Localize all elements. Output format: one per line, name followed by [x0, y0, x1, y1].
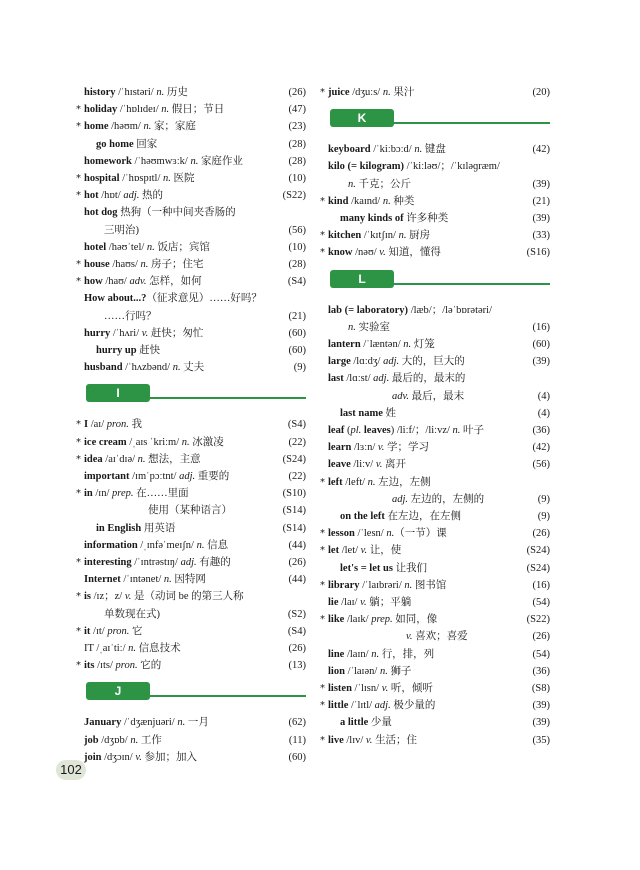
glossary-entry	[84, 239, 306, 256]
entry-page-ref: (10)	[288, 173, 306, 184]
glossary-entry	[328, 353, 550, 370]
glossary-entry	[84, 468, 306, 485]
entry-text: house /haʊs/ n. 房子；住宅	[84, 259, 204, 270]
entry-text: little /ˈlɪtl/ adj. 极少量的	[328, 700, 436, 712]
entry-page-ref: (S2)	[287, 608, 306, 620]
glossary-entry	[76, 554, 306, 571]
entry-text: on the left 在左边，在左侧	[340, 511, 462, 522]
entry-page-ref: (9)	[293, 362, 306, 374]
entry-text: kind /kaɪnd/ n. 种类	[328, 195, 415, 207]
glossary-entry	[76, 451, 306, 468]
entry-page-ref: (60)	[532, 339, 550, 350]
entry-page-ref: (62)	[288, 717, 306, 729]
glossary-entry	[320, 193, 550, 210]
entry-text: January /ˈdʒænjuəri/ n. 一月	[84, 717, 209, 729]
entry-text: its /ɪts/ pron. 它的	[84, 660, 162, 672]
glossary-entry	[76, 416, 306, 433]
entry-text: line /laɪn/ n. 行，排，列	[328, 648, 435, 660]
entry-page-ref: (21)	[288, 310, 306, 322]
entry-text: n. 实验室	[348, 321, 390, 333]
glossary-entry	[328, 370, 550, 387]
entry-text: 使用（某种语言）	[148, 505, 232, 517]
required-word-marker: *	[76, 276, 81, 288]
required-word-marker: *	[320, 579, 325, 591]
entry-text: ……行吗？	[104, 310, 157, 322]
glossary-entry	[320, 680, 550, 697]
required-word-marker: *	[320, 545, 325, 557]
entry-page-ref: (S4)	[287, 419, 306, 431]
entry-text: leaf (pl. leaves) /liːf/；/liːvz/ n. 叶子	[328, 425, 485, 436]
section-rule	[394, 283, 550, 285]
glossary-entry	[84, 606, 306, 623]
required-word-marker: *	[76, 660, 81, 672]
entry-page-ref: (39)	[532, 178, 550, 190]
entry-page-ref: (10)	[288, 241, 306, 253]
entry-page-ref: (39)	[532, 356, 550, 368]
required-word-marker: *	[320, 734, 325, 746]
entry-text: 单数现在式)	[104, 608, 160, 620]
glossary-entry	[328, 336, 550, 353]
entry-page-ref: (22)	[288, 436, 306, 448]
entry-page-ref: (21)	[532, 195, 550, 207]
glossary-entry	[320, 577, 550, 594]
glossary-entry	[76, 434, 306, 451]
section-rule	[150, 397, 306, 399]
entry-page-ref: (S24)	[282, 453, 306, 465]
entry-page-ref: (39)	[532, 700, 550, 712]
entry-text: hot dog 热狗（一种中间夹香肠的	[84, 207, 236, 219]
required-word-marker: *	[320, 195, 325, 207]
glossary-entry	[320, 542, 550, 559]
entry-text: go home 回家	[96, 138, 158, 150]
entry-page-ref: (16)	[532, 321, 550, 333]
entry-text: a little 少量	[340, 717, 392, 729]
glossary-entry	[76, 187, 306, 204]
glossary-entry	[84, 732, 306, 749]
glossary-entry	[328, 141, 550, 158]
section-letter: K	[330, 109, 394, 127]
glossary-entry	[76, 256, 306, 273]
glossary-entry	[76, 623, 306, 640]
entry-text: in English 用英语	[96, 522, 176, 534]
entry-page-ref: (28)	[288, 138, 306, 150]
entry-page-ref: (S14)	[282, 522, 306, 534]
entry-text: hurry up 赶快	[96, 345, 161, 356]
required-word-marker: *	[320, 247, 325, 259]
entry-page-ref: (S10)	[282, 488, 306, 500]
required-word-marker: *	[320, 476, 325, 488]
glossary-entry	[320, 474, 550, 491]
entry-page-ref: (33)	[532, 230, 550, 242]
required-word-marker: *	[320, 230, 325, 242]
entry-page-ref: (28)	[288, 259, 306, 270]
glossary-entry	[320, 244, 550, 261]
entry-page-ref: (S24)	[526, 545, 550, 557]
required-word-marker: *	[320, 614, 325, 626]
glossary-entry	[328, 560, 550, 577]
glossary-entry	[328, 628, 550, 645]
glossary-entry	[84, 153, 306, 170]
glossary-entry	[76, 170, 306, 187]
glossary-entry	[328, 663, 550, 680]
entry-text: adj. 左边的，左侧的	[392, 493, 485, 505]
entry-page-ref: (S8)	[531, 683, 550, 694]
entry-page-ref: (26)	[288, 87, 306, 98]
entry-text: 三明治)	[104, 224, 139, 236]
entry-page-ref: (26)	[288, 643, 306, 654]
entry-page-ref: (S22)	[526, 614, 550, 626]
glossary-entry	[84, 714, 306, 731]
glossary-entry	[84, 571, 306, 588]
entry-text: kilo (= kilogram) /ˈkiːləʊ/；/ˈkɪləɡræm/	[328, 161, 500, 173]
entry-text: like /laɪk/ prep. 如同，像	[328, 614, 438, 626]
entry-page-ref: (S14)	[282, 505, 306, 517]
entry-text: live /lɪv/ v. 生活；住	[328, 734, 418, 746]
glossary-entry	[328, 210, 550, 227]
glossary-entry	[328, 422, 550, 439]
glossary-entry	[84, 222, 306, 239]
glossary-entry	[84, 640, 306, 657]
entry-text: last name 姓	[340, 407, 396, 419]
entry-text: hurry /ˈhʌri/ v. 赶快；匆忙	[84, 327, 204, 339]
entry-text: lab (= laboratory) /læb/；/ləˈbɒrətəri/	[328, 304, 492, 316]
glossary-entry	[76, 273, 306, 290]
entry-page-ref: (9)	[537, 511, 550, 522]
required-word-marker: *	[76, 121, 81, 133]
entry-text: large /lɑːdʒ/ adj. 大的，巨大的	[328, 356, 465, 368]
entry-page-ref: (11)	[288, 734, 306, 746]
glossary-entry	[328, 508, 550, 525]
entry-page-ref: (39)	[532, 213, 550, 224]
glossary-entry	[328, 456, 550, 473]
glossary-entry	[328, 302, 550, 319]
entry-text: information /ˌɪnfəˈmeɪʃn/ n. 信息	[84, 539, 229, 551]
entry-page-ref: (23)	[288, 121, 306, 133]
entry-text: IT /ˌaɪˈtiː/ n. 信息技术	[84, 643, 181, 654]
entry-page-ref: (35)	[532, 734, 550, 746]
glossary-entry	[320, 732, 550, 749]
entry-text: How about...?（征求意见）……好吗？	[84, 293, 262, 305]
required-word-marker: *	[320, 87, 325, 98]
entry-page-ref: (20)	[532, 87, 550, 98]
entry-text: interesting /ˈɪntrəstɪŋ/ adj. 有趣的	[84, 557, 231, 568]
glossary-entry	[320, 227, 550, 244]
glossary-entry	[84, 136, 306, 153]
glossary-entry	[76, 588, 306, 605]
required-word-marker: *	[76, 190, 81, 202]
glossary-entry	[328, 594, 550, 611]
glossary-entry	[328, 158, 550, 175]
entry-text: many kinds of 许多种类	[340, 213, 449, 224]
entry-text: husband /ˈhʌzbənd/ n. 丈夫	[84, 362, 205, 374]
glossary-entry	[320, 611, 550, 628]
entry-text: idea /aɪˈdɪə/ n. 想法，主意	[84, 453, 201, 465]
entry-text: kitchen /ˈkɪtʃɪn/ n. 厨房	[328, 230, 431, 242]
entry-text: last /lɑːst/ adj. 最后的，最末的	[328, 373, 466, 385]
glossary-entry	[328, 714, 550, 731]
glossary-entry	[76, 657, 306, 674]
entry-page-ref: (60)	[288, 327, 306, 339]
entry-text: is /ɪz；z/ v. 是（动词 be 的第三人称	[84, 591, 244, 603]
entry-page-ref: (56)	[288, 224, 306, 236]
required-word-marker: *	[76, 173, 81, 184]
entry-page-ref: (16)	[532, 579, 550, 591]
entry-page-ref: (S4)	[287, 625, 306, 637]
section-letter: J	[86, 682, 150, 700]
glossary-entry	[328, 646, 550, 663]
entry-text: how /haʊ/ adv. 怎样，如何	[84, 276, 202, 288]
entry-text: library /ˈlaɪbrəri/ n. 图书馆	[328, 579, 447, 591]
glossary-entry	[320, 525, 550, 542]
glossary-entry	[84, 84, 306, 101]
entry-page-ref: (26)	[532, 528, 550, 540]
entry-page-ref: (S24)	[526, 562, 550, 574]
entry-text: history /ˈhɪstəri/ n. 历史	[84, 87, 188, 98]
entry-text: hot /hɒt/ adj. 热的	[84, 190, 164, 202]
entry-page-ref: (42)	[532, 442, 550, 454]
entry-text: left /left/ n. 左边，左侧	[328, 476, 431, 488]
entry-page-ref: (60)	[288, 345, 306, 356]
entry-text: job /dʒɒb/ n. 工作	[84, 734, 162, 746]
entry-page-ref: (13)	[288, 660, 306, 672]
section-header-l	[328, 270, 550, 292]
required-word-marker: *	[320, 528, 325, 540]
entry-text: listen /ˈlɪsn/ v. 听，倾听	[328, 683, 433, 694]
entry-page-ref: (36)	[532, 425, 550, 436]
page-number: 102	[56, 760, 86, 780]
entry-text: lion /ˈlaɪən/ n. 狮子	[328, 665, 412, 677]
entry-text: adv. 最后，最末	[392, 390, 465, 402]
entry-page-ref: (60)	[288, 751, 306, 763]
required-word-marker: *	[76, 104, 81, 116]
entry-text: important /ɪmˈpɔːtnt/ adj. 重要的	[84, 471, 230, 482]
glossary-entry	[76, 101, 306, 118]
entry-text: n. 千克；公斤	[348, 178, 411, 190]
entry-page-ref: (47)	[288, 104, 306, 116]
entry-page-ref: (54)	[532, 648, 550, 660]
glossary-entry	[84, 325, 306, 342]
section-header-k	[328, 109, 550, 131]
entry-text: leave /liːv/ v. 离开	[328, 459, 406, 471]
glossary-entry	[84, 749, 306, 766]
glossary-entry	[328, 439, 550, 456]
entry-text: know /nəʊ/ v. 知道，懂得	[328, 247, 441, 259]
entry-text: ice cream /ˌaɪs ˈkriːm/ n. 冰激凌	[84, 436, 224, 448]
required-word-marker: *	[76, 591, 81, 603]
glossary-entry	[328, 491, 550, 508]
required-word-marker: *	[76, 625, 81, 637]
glossary-entry	[84, 204, 306, 221]
section-rule	[150, 695, 306, 697]
glossary-entry	[328, 319, 550, 336]
glossary-entry	[76, 118, 306, 135]
required-word-marker: *	[76, 419, 81, 431]
entry-text: Internet /ˈɪntənet/ n. 因特网	[84, 574, 206, 586]
entry-text: keyboard /ˈkiːbɔːd/ n. 键盘	[328, 144, 446, 156]
entry-page-ref: (42)	[532, 144, 550, 156]
entry-text: hotel /həʊˈtel/ n. 饭店；宾馆	[84, 241, 210, 253]
entry-text: hospital /ˈhɒspɪtl/ n. 医院	[84, 173, 195, 184]
required-word-marker: *	[320, 683, 325, 694]
required-word-marker: *	[76, 557, 81, 568]
entry-page-ref: (54)	[532, 597, 550, 608]
entry-page-ref: (44)	[288, 539, 306, 551]
glossary-entry	[84, 308, 306, 325]
entry-text: v. 喜欢；喜爱	[406, 631, 468, 643]
glossary-entry	[328, 176, 550, 193]
glossary-entry	[328, 388, 550, 405]
entry-text: learn /lɜːn/ v. 学；学习	[328, 442, 430, 454]
section-letter: L	[330, 270, 394, 288]
entry-page-ref: (S22)	[282, 190, 306, 202]
entry-text: home /həʊm/ n. 家；家庭	[84, 121, 196, 133]
entry-text: homework /ˈhəʊmwɜːk/ n. 家庭作业	[84, 155, 243, 167]
glossary-entry	[84, 520, 306, 537]
glossary-entry	[76, 485, 306, 502]
glossary-entry	[84, 537, 306, 554]
entry-text: lie /laɪ/ v. 躺；平躺	[328, 597, 412, 608]
entry-text: let /let/ v. 让，使	[328, 545, 402, 557]
required-word-marker: *	[76, 259, 81, 270]
entry-page-ref: (26)	[288, 557, 306, 568]
glossary-entry	[320, 697, 550, 714]
section-letter: I	[86, 384, 150, 402]
entry-page-ref: (56)	[532, 459, 550, 471]
entry-page-ref: (9)	[537, 493, 550, 505]
section-header-i	[84, 384, 306, 406]
glossary-entry	[84, 342, 306, 359]
entry-page-ref: (36)	[532, 665, 550, 677]
entry-page-ref: (S4)	[287, 276, 306, 288]
entry-text: it /ɪt/ pron. 它	[84, 625, 143, 637]
entry-text: lantern /ˈlæntən/ n. 灯笼	[328, 339, 435, 350]
required-word-marker: *	[76, 453, 81, 465]
entry-page-ref: (26)	[532, 631, 550, 643]
required-word-marker: *	[320, 700, 325, 712]
glossary-entry	[320, 84, 550, 101]
glossary-entry	[328, 405, 550, 422]
entry-page-ref: (39)	[532, 717, 550, 729]
required-word-marker: *	[76, 436, 81, 448]
entry-page-ref: (S16)	[526, 247, 550, 259]
glossary-entry	[84, 359, 306, 376]
entry-text: holiday /ˈhɒlɪdeɪ/ n. 假日；节日	[84, 104, 225, 116]
entry-page-ref: (44)	[288, 574, 306, 586]
entry-text: join /dʒɔɪn/ v. 参加；加入	[84, 751, 197, 763]
entry-text: in /ɪn/ prep. 在……里面	[84, 488, 189, 500]
entry-page-ref: (22)	[288, 471, 306, 482]
entry-page-ref: (4)	[537, 390, 550, 402]
glossary-entry	[84, 290, 306, 307]
required-word-marker: *	[76, 488, 81, 500]
entry-text: I /aɪ/ pron. 我	[84, 419, 142, 431]
glossary-entry	[84, 502, 306, 519]
entry-page-ref: (28)	[288, 155, 306, 167]
entry-text: juice /dʒuːs/ n. 果汁	[328, 87, 415, 98]
section-header-j	[84, 682, 306, 704]
entry-text: let's = let us 让我们	[340, 562, 428, 574]
section-rule	[394, 122, 550, 124]
entry-page-ref: (4)	[537, 407, 550, 419]
entry-text: lesson /ˈlesn/ n.（一节）课	[328, 528, 447, 540]
